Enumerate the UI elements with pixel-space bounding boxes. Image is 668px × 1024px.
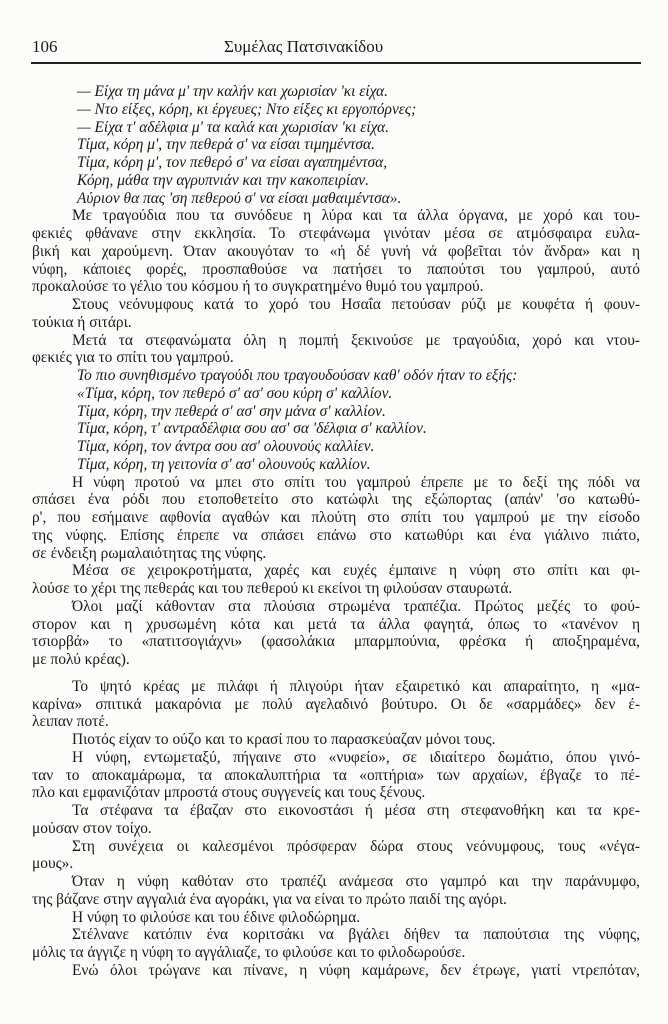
paragraph-line: Η νύφη το φιλούσε και του έδινε φιλοδώρημα. bbox=[72, 908, 361, 926]
verse-line: «Τίμα, κόρη, τον πεθερό σ' ασ' σου κύρη σ' καλλίον. bbox=[77, 384, 393, 402]
verse-line: Το πιο συνηθισμένο τραγούδι που τραγουδούσαν καθ' οδόν ήταν το εξής: bbox=[77, 367, 518, 384]
paragraph-line: τσιορβά» το «πατιτσογιάχνι» (φασολάκια μπαρμπούνια, φρέσκα ή αποξηραμένα, bbox=[32, 633, 640, 651]
paragraph-line: τούκια ή σιτάρι. bbox=[32, 313, 132, 331]
verse-line: Τίμα, κόρη, την πεθερά σ' ασ' σην μάνα σ' καλλίον. bbox=[77, 402, 386, 420]
paragraph-line: στορον και η χρυσωμένη κότα και μετά τα άλλα φαγητά, όπως το «τανένον η bbox=[32, 615, 640, 633]
verse-line: Τίμα, κόρη μ', τον πεθερό σ' να είσαι αγαπημέντσα, bbox=[77, 154, 388, 171]
verse-line: Τίμα, κόρη, τον άντρα σου ασ' ολουνούς καλλίεν. bbox=[77, 438, 375, 455]
paragraph-line: μούσαν στον τοίχο. bbox=[32, 819, 152, 837]
paragraph-line: Στους νεόνυμφους κατά το χορό του Ησαΐα πετούσαν ρύζι με κουφέτα ή φουν- bbox=[72, 296, 640, 313]
paragraph-line: λειπαν ποτέ. bbox=[32, 713, 109, 731]
paragraph-line: μόλις τα άγγιζε η νύφη το αγγάλιαζε, το φιλούσε και το φιλοδωρούσε. bbox=[32, 944, 466, 961]
paragraph-line: μους». bbox=[32, 855, 74, 873]
paragraph-line: Η νύφη προτού να μπει στο σπίτι του γαμπρού έπρεπε με το δεξί της πόδι να bbox=[72, 473, 640, 491]
paragraph-line: Μετά τα στεφανώματα όλη η πομπή ξεκινούσε με τραγούδια, χορό και ντου- bbox=[72, 331, 640, 349]
paragraph-line: Όταν η νύφη καθόταν στο τραπέζι ανάμεσα στο γαμπρό και την παράνυμφο, bbox=[72, 873, 640, 890]
paragraph-line: με πολύ κρέας). bbox=[32, 651, 130, 668]
paragraph-line: της βάζανε στην αγγαλιά ένα αγοράκι, για να είναι το πρώτο παιδί της αγόρι. bbox=[32, 890, 507, 908]
paragraph-line: Πιοτός είχαν το ούζο και το κρασί που το παρασκεύαζαν μόνοι τους. bbox=[72, 731, 496, 748]
verse-line: Κόρη, μάθα την αγρυπνιάν και την κακοπειρίαν. bbox=[77, 171, 369, 189]
verse-line: Αύριον θα πας 'ση πεθερού σ' να είσαι μαθαιμέντσα». bbox=[77, 189, 402, 207]
page-number: 106 bbox=[32, 37, 58, 56]
verse-line: — Είχα τη μάνα μ' την καλήν και χωρισίαν 'κι είχα. bbox=[77, 83, 388, 100]
paragraph-line: φεκιές για το σπίτι του γαμπρού. bbox=[32, 349, 234, 367]
verse-line: — Ντο είξες, κόρη, κι έργευες; Ντο είξες κι εργοπόρνες; bbox=[77, 100, 417, 118]
paragraph-line: καρίνα» σπιτικά μακαρόνια με πολύ αγελαδινό βούτυρο. Οι δε «σαρμάδες» δεν έ- bbox=[32, 695, 640, 713]
paragraph-line: πλο και εμφανιζόταν μπροστά στους συγγενείς και τους ξένους. bbox=[32, 784, 426, 802]
verse-line: Τίμα, κόρη, τ' αντραδέλφια σου ασ' σα 'δέλφια σ' καλλίον. bbox=[77, 420, 427, 438]
paragraph-line: Στέλνανε κατόπιν ένα κοριτσάκι να βγάλει δήθεν τα παπούτσια της νύφης, bbox=[72, 926, 640, 944]
paragraph-line: Στη συνέχεια οι καλεσμένοι πρόσφεραν δώρα στους νεόνυμφους, τους «νέγα- bbox=[72, 837, 640, 855]
paragraph-line: της νύφης. Επίσης έπρεπε να σπάσει επάνω στο κατωθύρι και ένα γιάλινο πιάτο, bbox=[32, 526, 640, 544]
paragraph-line: φεκιές φθάνανε στην εκκλησία. Το στεφάνωμα γινόταν μέσα σε ατμόσφαιρα ευλα- bbox=[32, 225, 640, 242]
paragraph-line: Όλοι μαζί κάθονταν στα πλούσια στρωμένα τραπέζια. Πρώτος μεζές το φού- bbox=[72, 597, 640, 615]
paragraph-line: βική και χαρούμενη. Όταν ακουγόταν το «ή δέ γυνή νά φοβεῖται τόν ἄνδρα» και η bbox=[32, 242, 640, 260]
paragraph-line: Με τραγούδια που τα συνόδευε η λύρα και τα άλλα όργανα, με χορό και του- bbox=[72, 207, 640, 225]
verse-line: Τίμα, κόρη, τη γειτονία σ' ασ' ολουνούς καλλίον. bbox=[77, 455, 371, 473]
header-rule bbox=[31, 62, 641, 64]
paragraph-line: σε ένδειξη ρωμαλαιότητας της νύφης. bbox=[32, 544, 267, 562]
paragraph-line: Μέσα σε χειροκροτήματα, χαρές και ευχές έμπαινε η νύφη στο σπίτι και φι- bbox=[72, 562, 640, 580]
paragraph-line: Το ψητό κρέας με πιλάφι ή πλιγούρι ήταν εξαιρετικό και απαραίτητο, η «μα- bbox=[72, 677, 640, 695]
paragraph-line: σπάσει ένα ρόδι που ετοποθετείτο στο κατώφλι της εξώπορτας (απάν' 'σο κατωθύ- bbox=[32, 491, 640, 509]
paragraph-line: Ενώ όλοι τρώγανε και πίνανε, η νύφη καμάρωνε, δεν έτρωγε, γιατί ντρεπόταν, bbox=[72, 961, 640, 979]
paragraph-line: ρ', που εσήμαινε αφθονία αγαθών και πλούτη στο σπίτι του γαμπρού με την είσοδο bbox=[32, 509, 640, 526]
verse-line: Τίμα, κόρη μ', την πεθερά σ' να είσαι τιμημέντσα. bbox=[77, 136, 375, 154]
paragraph-line: νύφη, κάποιες φορές, προσπαθούσε να πατήσει το παπούτσι του γαμπρού, αυτό bbox=[32, 260, 640, 278]
paragraph-line: λούσε το χέρι της πεθεράς και του πεθερού κι εκείνοι τη φιλούσαν σταυρωτά. bbox=[32, 580, 513, 597]
paragraph-line: προκαλούσε το γέλιο του κόσμου ή το συγκρατημένο θυμό του γαμπρού. bbox=[32, 278, 484, 296]
paragraph-line: ταν το αποκαμάρωμα, τα αποκαλυπτήρια τα «οπτήρια» των αρχαίων, έβγαζε το πέ- bbox=[32, 766, 640, 784]
verse-line: — Είχα τ' αδέλφια μ' τα καλά και χωρισίαν 'κι είχα. bbox=[77, 118, 389, 136]
paragraph-line: Η νύφη, εντωμεταξύ, πήγαινε στο «νυφείο», σε ιδιαίτερο δωμάτιο, όπου γινό- bbox=[72, 748, 640, 766]
paragraph-line: Τα στέφανα τα έβαζαν στο εικονοστάσι ή μέσα στη στεφανοθήκη και τα κρε- bbox=[72, 802, 640, 819]
running-title: Συμέλας Πατσινακίδου bbox=[224, 37, 384, 56]
